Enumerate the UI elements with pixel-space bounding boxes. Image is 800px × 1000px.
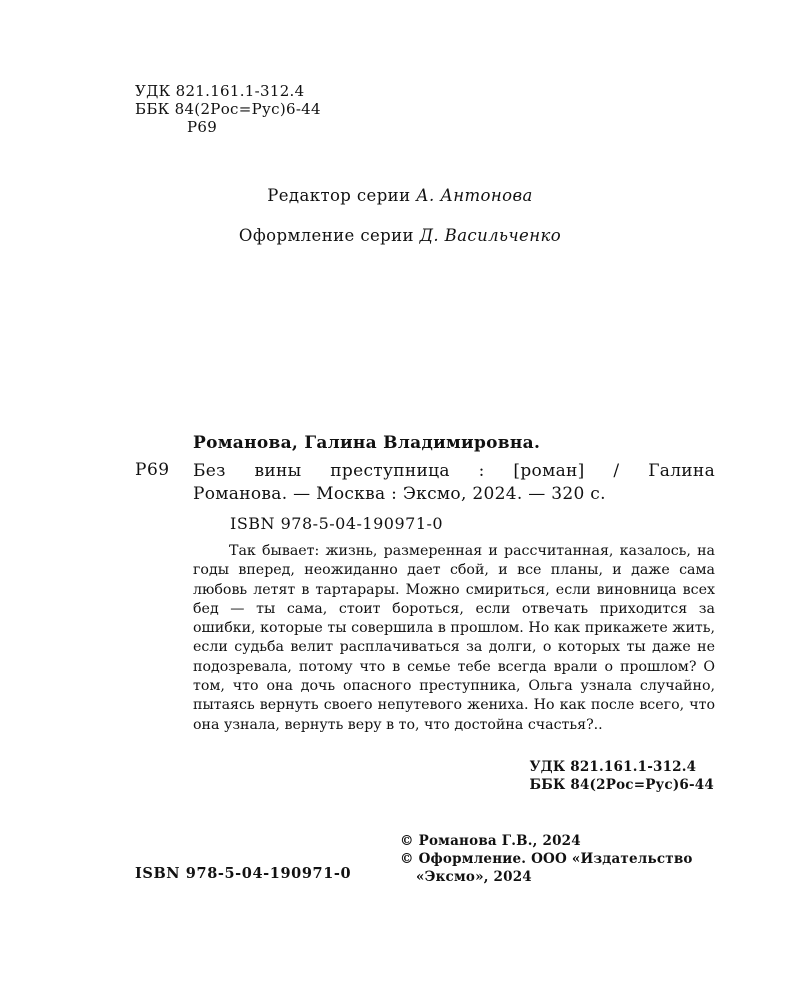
udk-code-right: УДК 821.161.1-312.4 (529, 759, 697, 775)
author-mark-left: Р69 (135, 460, 170, 480)
classification-right (530, 758, 715, 794)
isbn-bottom: ISBN 978-5-04-190971-0 (135, 865, 352, 882)
series-design-line (0, 226, 800, 245)
annotation-text: Так бывает: жизнь, размеренная и рассчитанная, казалось, на годы вперед, неожиданно дает сбой, и все планы, и даже сама любовь летят в тартарары. Можно смириться, если виновница всех бед — ты сама, стоит бороться, если отвечать приходится за ошибки, которые ты совершила в прошлом. Но как прикажете жить, если судьба велит расплачиваться за долги, о которых ты даже не подозревала, потому что в семье тебе всегда врали о прошлом? О том, что она дочь опасного преступника, Ольга узнала случайно, пытаясь вернуть своего непутевого жениха. Но как после всего, что она узнала, вернуть веру в то, что достойна счастья?.. (193, 543, 715, 733)
classification-block (135, 82, 321, 136)
title-line-1: Без вины преступница : [роман] / Галина (193, 461, 715, 481)
copyright-block (400, 832, 693, 886)
author-heading: Романова, Галина Владимировна. (193, 433, 541, 453)
udk-code: УДК 821.161.1-312.4 (135, 82, 305, 100)
series-design-name: Д. Васильченко (419, 226, 562, 245)
copyright-design-cont: «Эксмо», 2024 (416, 869, 532, 885)
isbn-record: ISBN 978-5-04-190971-0 (230, 514, 444, 533)
series-editor-label: Редактор серии (267, 186, 411, 205)
series-editor-name: А. Антонова (416, 186, 533, 205)
copyright-author: © Романова Г.В., 2024 (400, 833, 581, 849)
bbk-code-right: ББК 84(2Рос=Рус)6-44 (529, 777, 714, 793)
author-mark: Р69 (187, 118, 218, 136)
bbk-code: ББК 84(2Рос=Рус)6-44 (135, 100, 321, 118)
annotation (193, 542, 715, 735)
series-design-label: Оформление серии (238, 226, 414, 245)
title-line-2: Романова. — Москва : Эксмо, 2024. — 320 с. (193, 484, 606, 504)
series-editor-line (0, 186, 800, 205)
copyright-design: © Оформление. ООО «Издательство (400, 851, 693, 867)
bibliographic-description (193, 460, 715, 506)
